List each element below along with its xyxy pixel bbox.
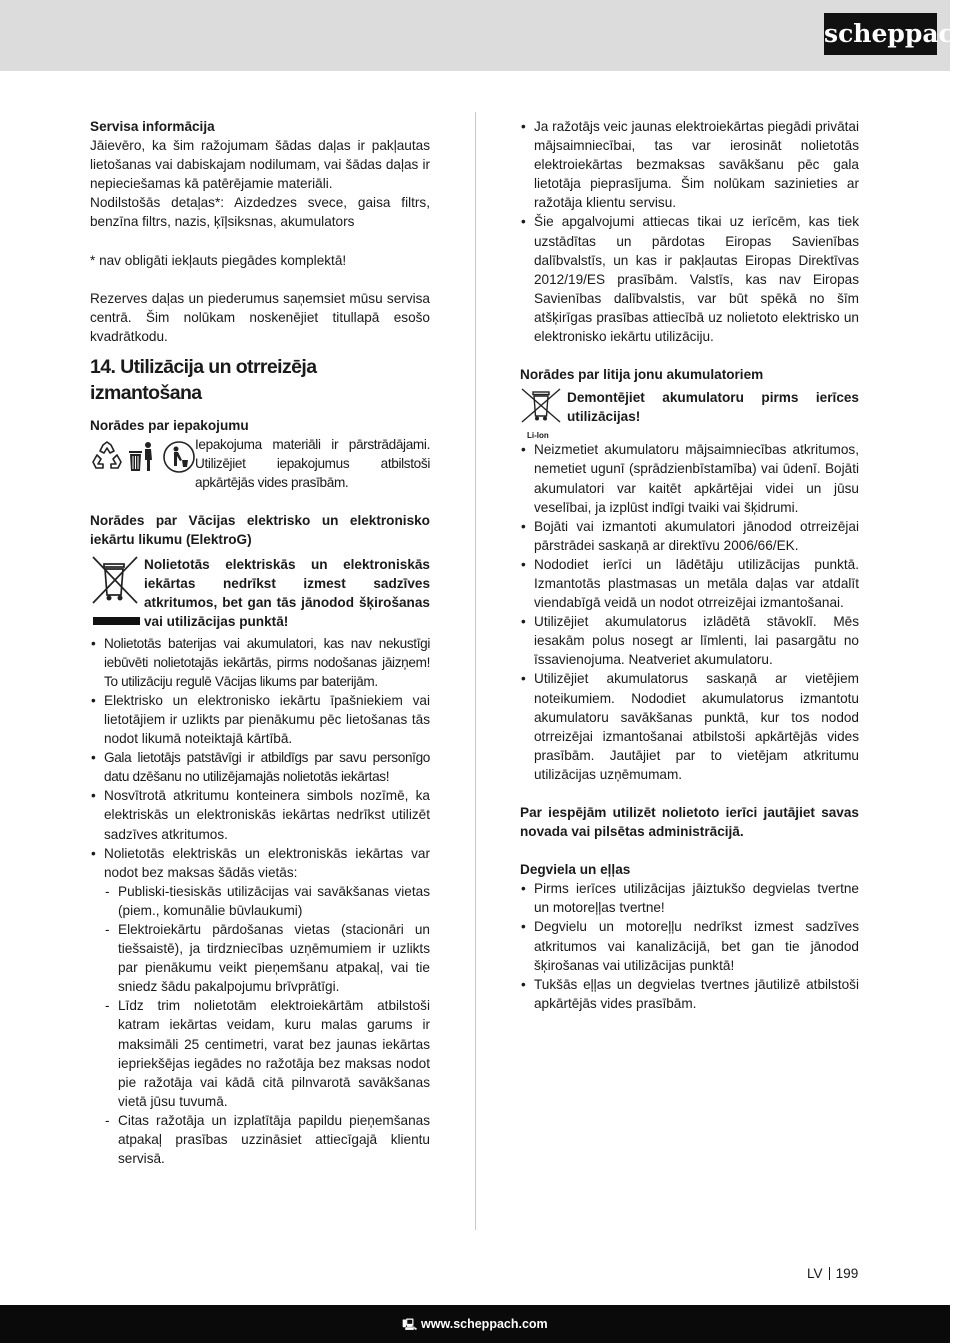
list-item: • Tukšās eļļas un degvielas tvertnes jāutilizē atbilstoši apkārtējās vides prasībām. xyxy=(520,975,859,1013)
list-item: • Elektrisko un elektronisko iekārtu īpašniekiem vai lietotājiem ir uzlikts par pienākumu pēc lietošanas tās nodot likumā noteiktajā kārtībā. xyxy=(90,691,430,748)
service-paragraph-1: Jāievēro, ka šim ražojumam šādas daļas ir pakļautas lietošanas vai dabiskajam nodilumam, vai šādas daļas ir nepieciešamas kā patērējamie materiāli. xyxy=(90,138,430,192)
right-column xyxy=(520,117,859,1013)
liion-icon-label: Li-Ion xyxy=(527,431,549,441)
list-item: • Neizmetiet akumulatoru mājsaimniecības atkritumos, nemetiet ugunī (sprādzienbīstamība) vai ūdenī. Bojāti akumulatori var kaitēt apkārtējai videi un jūsu veselībai, ja izplūst indīgi tvaiki vai šķidrumi. xyxy=(520,440,859,516)
footer-bar xyxy=(0,1305,950,1343)
list-item: • Gala lietotājs patstāvīgi ir atbildīgs par savu personīgo datu dzēšanu no utilizējamajās nolietotās iekārtas! xyxy=(90,748,430,786)
page-number xyxy=(807,1265,858,1283)
packaging-icons xyxy=(90,435,195,482)
elektrog-list xyxy=(90,634,430,882)
page-lang: LV xyxy=(807,1266,823,1281)
liion-list xyxy=(520,440,859,784)
packaging-block xyxy=(90,435,430,492)
recycle-icon xyxy=(90,440,124,474)
header-bar xyxy=(0,0,972,71)
weee-warning: Nolietotās elektriskās un elektroniskās iekārtas nedrīkst izmest sadzīves atkritumos, bet gan tās jānodod šķirošanas vai utilizācijas punktā! xyxy=(144,556,430,629)
service-paragraph-2: Nodilstošās detaļas*: Aizdedzes svece, gaisa filtrs, benzīna filtrs, nazis, ķīļsiksnas, akumulators xyxy=(90,195,430,230)
list-item: • Nosvītrotā atkritumu konteinera simbols nozīmē, ka elektriskās un elektroniskās iekārtas nedrīkst utilizēt sadzīves atkritumos. xyxy=(90,786,430,843)
list-item: - Publiski-tiesiskās utilizācijas vai savākšanas vietas (piem., komunālie būvlaukumi) xyxy=(104,882,430,920)
page-number-value: 199 xyxy=(835,1266,859,1281)
column-divider xyxy=(475,112,476,1230)
website-link[interactable]: www.scheppach.com xyxy=(421,1317,548,1331)
tidyman-icon xyxy=(162,440,196,474)
weee-block xyxy=(90,555,430,632)
liion-title: Norādes par litija jonu akumulatoriem xyxy=(520,367,764,383)
crossed-bin-icon xyxy=(90,555,144,632)
list-item: • Šie apgalvojumi attiecas tikai uz ierīcēm, kas tiek uzstādītas un pārdotas Eiropas Savienības dalībvalstīs, un kas ir pakļautas Eiropas Direktīvas 2012/19/ES prasībām. Valstīs, kas nav Eiropas Savienības dalībvalstis, var būt spēkā no šīm atšķirīgas prasības attiecībā uz nolietoto elektrisko un elektronisko iekārtu utilizāciju. xyxy=(520,212,859,346)
list-item: • Pirms ierīces utilizācijas jāiztukšo degvielas tvertne un motoreļļas tvertne! xyxy=(520,879,859,917)
liion-warning: Demontējiet akumulatoru pirms ierīces utilizācijas! xyxy=(567,390,859,425)
service-title: Servisa informācija xyxy=(90,119,215,134)
crossed-bin-liion-icon xyxy=(520,388,567,440)
list-item: • Nolietotās baterijas vai akumulatori, kas nav nekustīgi iebūvēti nolietotajās iekārtās, pirms nodošanas jāizņem! To utilizāciju regulē Vācijas likums par baterijām. xyxy=(90,634,430,691)
left-column xyxy=(90,117,430,1168)
admin-note: Par iespējām utilizēt nolietoto ierīci jautājiet savas novada vai pilsētas administrācijā. xyxy=(520,805,859,840)
collection-points-list xyxy=(90,882,430,1168)
packaging-text: Iepakojuma materiāli ir pārstrādājami. Utilizējiet iepakojumus atbilstoši apkārtējās vides prasībām. xyxy=(195,437,430,491)
fuel-title: Degviela un eļļas xyxy=(520,862,631,878)
list-item: • Nododiet ierīci un lādētāju utilizācijas punktā. Izmantotās plastmasas un metāla daļas var atdalīt viendabīgā veidā un nodot otrreizējai izmantošanai. xyxy=(520,555,859,612)
brand-logo: scheppach xyxy=(824,13,937,55)
list-item: • Nolietotās elektriskās un elektroniskās iekārtas var nodot bez maksas šādās vietās: xyxy=(90,844,430,882)
service-paragraph-3: Rezerves daļas un piederumus saņemsiet mūsu servisa centrā. Šim nolūkam noskenējiet titullapā esošo kvadrātkodu. xyxy=(90,290,430,344)
list-item: • Ja ražotājs veic jaunas elektroiekārtas piegādi privātai mājsaimniecībai, tas var ierosināt nolietotās elektroiekārtas bezmaksas savākšanu pēc gala lietotāja pieprasījuma. Šim nolūkam sazinieties ar ražotāja klientu servisu. xyxy=(520,117,859,212)
bin-person-icon xyxy=(126,440,160,474)
packaging-title: Norādes par iepakojumu xyxy=(90,417,249,433)
weee-list-continued xyxy=(520,117,859,346)
list-item: - Elektroiekārtu pārdošanas vietas (stacionāri un tiešsaistē), ja tirdzniecības uzņēmumiem ir uzlikts par pienākumu veikt pieņemšanu atpakaļ, vai tie sniedz šādu pakalpojumu brīvprātīgi. xyxy=(104,920,430,996)
elektrog-title: Norādes par Vācijas elektrisko un elektronisko iekārtu likumu (ElektroG) xyxy=(90,513,430,548)
section-heading: 14. Utilizācija un otrreizēja izmantošana xyxy=(90,355,317,404)
list-item: • Bojāti vai izmantoti akumulatori jānodod otrreizējai pārstrādei saskaņā ar direktīvu 2006/66/EK. xyxy=(520,517,859,555)
liion-block xyxy=(520,388,859,440)
monitor-icon: 🖳 xyxy=(402,1319,418,1331)
list-item: • Utilizējiet akumulatorus saskaņā ar vietējiem noteikumiem. Nododiet akumulatorus izmantotu akumulatoru savākšanas punktā, kur tos nodod otrreizējai izmantošanai atbilstoši apkārtējās vides prasībām. Jautājiet par to vietējam atkritumu utilizācijas uzņēmumam. xyxy=(520,669,859,784)
list-item: • Degvielu un motoreļļu nedrīkst izmest sadzīves atkritumos vai kanalizācijā, bet gan tie jānodod šķirošanas vai utilizācijas punktā! xyxy=(520,917,859,974)
list-item: - Citas ražotāja un izplatītāja papildu pieņemšanas atpakaļ prasības uzzināsiet attiecīgajā klientu servisā. xyxy=(104,1111,430,1168)
fuel-list xyxy=(520,879,859,1013)
list-item: - Līdz trim nolietotām elektroiekārtām atbilstoši katram iekārtas veidam, kuru malas garums ir maksimāli 25 centimetri, varat bez jaunas iekārtas iepriekšējas iegādes no ražotāja bez maksas nodot pie ražotāja vai kādā citā pilnvarotā savākšanas vietā jūsu tuvumā. xyxy=(104,996,430,1111)
service-note: * nav obligāti iekļauts piegādes komplektā! xyxy=(90,252,347,268)
list-item: • Utilizējiet akumulatorus izlādētā stāvoklī. Mēs iesakām polus nosegt ar līmlenti, lai pasargātu no īssavienojuma. Neatveriet akumulatoru. xyxy=(520,612,859,669)
